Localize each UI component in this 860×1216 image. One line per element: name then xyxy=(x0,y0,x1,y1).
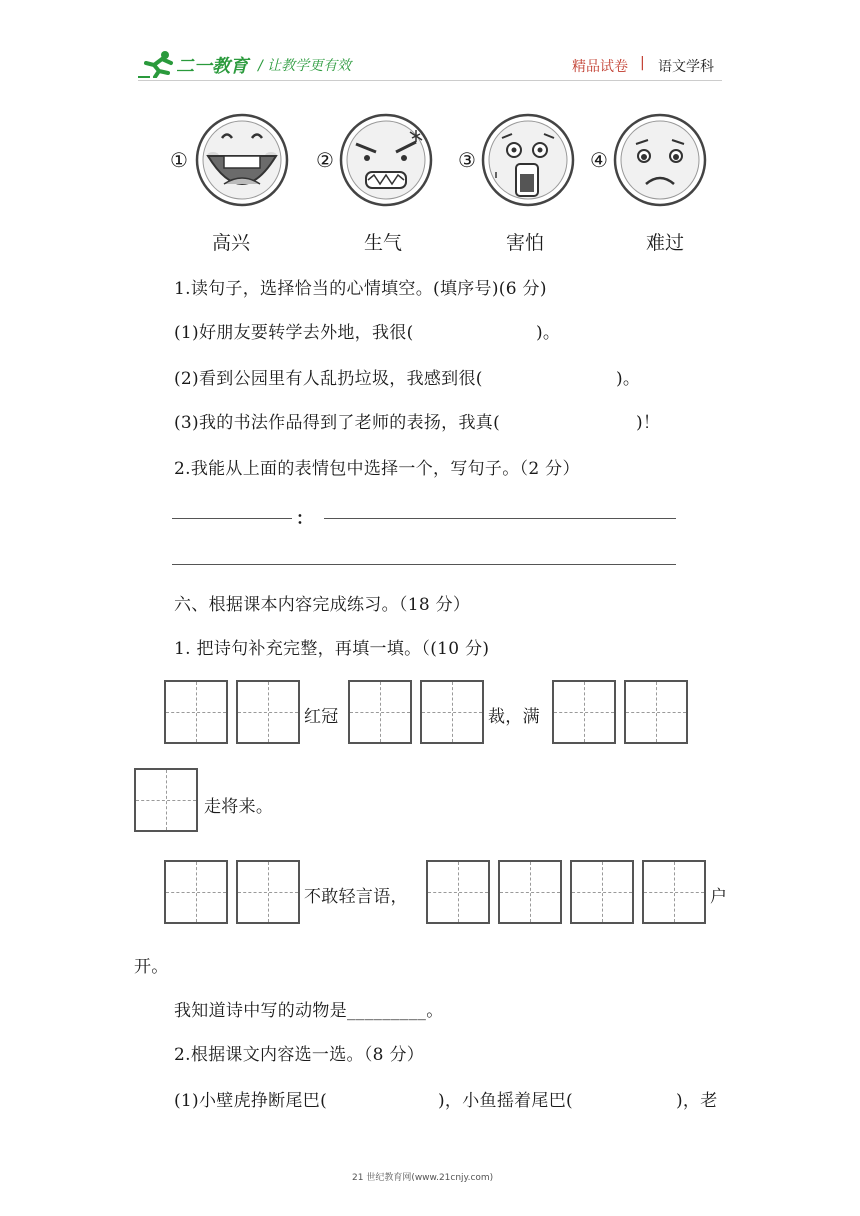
q1-item-3-close: )！ xyxy=(636,413,661,433)
answer-line-emotion[interactable] xyxy=(172,518,292,519)
tian-grid-box[interactable] xyxy=(420,680,484,744)
angry-face-icon xyxy=(338,112,434,208)
emotion-number-4: ④ xyxy=(590,148,608,172)
header-badge-premium: 精品试卷 xyxy=(572,59,628,75)
emotion-label-happy: 高兴 xyxy=(212,232,251,254)
animal-answer-prompt: 我知道诗中写的动物是_________。 xyxy=(174,1001,444,1021)
section-6-question-1-title: 1. 把诗句补充完整，再填一填。（(10 分) xyxy=(174,639,490,659)
scared-face-icon xyxy=(480,112,576,208)
question-2-title: 2.我能从上面的表情包中选择一个，写句子。（2 分） xyxy=(174,459,580,479)
tian-grid-box[interactable] xyxy=(570,860,634,924)
happy-face-icon xyxy=(194,112,290,208)
tian-grid-box[interactable] xyxy=(624,680,688,744)
runner-logo-icon xyxy=(138,50,178,78)
poem-line1-text-b: 裁，满 xyxy=(488,707,540,727)
q1-item-1-text: (1)好朋友要转学去外地，我很( xyxy=(174,323,414,343)
poem-line1-text-c: 走将来。 xyxy=(204,797,274,817)
header-badge-separator: | xyxy=(640,55,645,71)
tian-grid-box[interactable] xyxy=(642,860,706,924)
page-footer: 21 世纪教育网(www.21cnjy.com) xyxy=(352,1173,494,1183)
answer-colon: ： xyxy=(296,509,314,529)
q2-item-1-text-b: )，小鱼摇着尾巴( xyxy=(438,1091,573,1111)
section-6-question-2-title: 2.根据课文内容选一选。（8 分） xyxy=(174,1045,425,1065)
tian-grid-box[interactable] xyxy=(552,680,616,744)
sad-face-icon xyxy=(612,112,708,208)
question-1-title: 1.读句子，选择恰当的心情填空。(填序号)(6 分) xyxy=(174,279,547,299)
tian-grid-box[interactable] xyxy=(134,768,198,832)
header-divider xyxy=(138,80,722,81)
emotion-number-2: ② xyxy=(316,148,334,172)
q1-item-3-text: (3)我的书法作品得到了老师的表扬，我真( xyxy=(174,413,501,433)
q2-item-1-text-c: )，老 xyxy=(676,1091,718,1111)
tian-grid-box[interactable] xyxy=(236,680,300,744)
tian-grid-box[interactable] xyxy=(498,860,562,924)
emotion-label-scared: 害怕 xyxy=(506,232,545,254)
q1-item-2-text: (2)看到公园里有人乱扔垃圾，我感到很( xyxy=(174,369,483,389)
poem-line2-text-a: 不敢轻言语， xyxy=(304,887,408,907)
brand-slogan: / 让教学更有效 xyxy=(258,58,352,74)
poem-line2-text-b: 户 xyxy=(710,887,728,907)
q2-item-1-text-a: (1)小壁虎挣断尾巴( xyxy=(174,1091,328,1111)
tian-grid-box[interactable] xyxy=(426,860,490,924)
header-badge-subject: 语文学科 xyxy=(658,59,714,75)
emotion-number-3: ③ xyxy=(458,148,476,172)
answer-line-sentence-1[interactable] xyxy=(324,518,676,519)
emotion-label-angry: 生气 xyxy=(364,232,403,254)
tian-grid-box[interactable] xyxy=(164,680,228,744)
emotion-number-1: ① xyxy=(170,148,188,172)
answer-line-sentence-2[interactable] xyxy=(172,564,676,565)
tian-grid-box[interactable] xyxy=(348,680,412,744)
q1-item-1-close: )。 xyxy=(536,323,561,343)
tian-grid-box[interactable] xyxy=(236,860,300,924)
poem-line2-text-c: 开。 xyxy=(134,957,169,977)
poem-line1-text-a: 红冠 xyxy=(304,707,339,727)
q1-item-2-close: )。 xyxy=(616,369,641,389)
tian-grid-box[interactable] xyxy=(164,860,228,924)
brand-logo-text: 二一教育 xyxy=(176,56,248,77)
section-6-title: 六、根据课本内容完成练习。（18 分） xyxy=(174,595,471,615)
emotion-label-sad: 难过 xyxy=(646,232,685,254)
